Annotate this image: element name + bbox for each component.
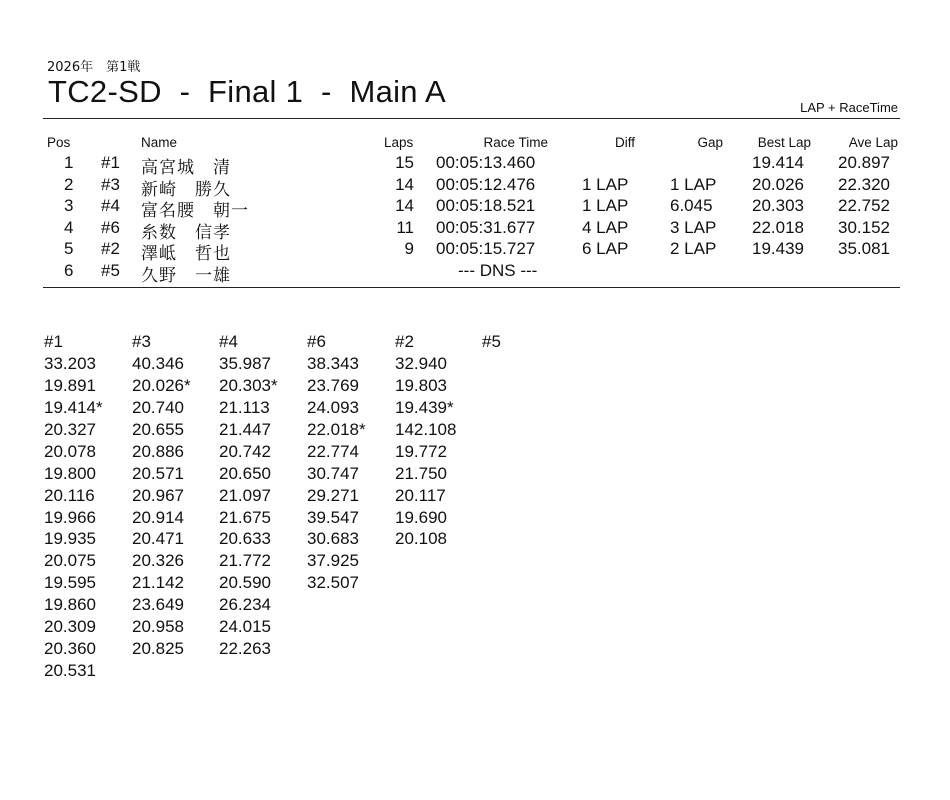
- lap-time-cell: 19.800: [44, 463, 96, 483]
- lap-time-cell: 20.026*: [132, 375, 191, 395]
- pos-cell: 1: [64, 153, 74, 172]
- car-number-cell: #5: [101, 260, 120, 280]
- pos-cell: 2: [64, 174, 74, 194]
- lap-time-cell: 142.108: [395, 419, 457, 439]
- best-lap-cell: 20.026: [752, 174, 804, 194]
- lap-time-cell: 19.891: [44, 375, 96, 395]
- lap-time-cell: 26.234: [219, 595, 271, 615]
- lap-time-cell: 19.690: [395, 507, 447, 527]
- lap-time-cell: 19.966: [44, 507, 96, 527]
- lap-time-cell: 23.649: [132, 595, 184, 615]
- lap-time-cell: 20.740: [132, 397, 184, 417]
- lap-time-cell: 19.439*: [395, 397, 454, 417]
- best-lap-cell: 20.303: [752, 196, 804, 215]
- lap-time-cell: 20.309: [44, 617, 96, 637]
- lap-time-cell: 20.590: [219, 573, 271, 593]
- lap-column: [482, 331, 568, 353]
- lap-time-cell: 20.742: [219, 441, 271, 461]
- lap-time-cell: 20.327: [44, 419, 96, 439]
- lap-column-header: #1: [44, 332, 63, 351]
- lap-time-cell: 20.958: [132, 617, 184, 637]
- lap-time-cell: 32.507: [307, 573, 359, 593]
- header-name: Name: [141, 135, 178, 150]
- car-number-cell: #6: [101, 217, 120, 237]
- race-time-cell: 00:05:31.677: [436, 217, 536, 237]
- lap-time-cell: 20.117: [395, 485, 446, 505]
- gap-cell: 6.045: [670, 196, 713, 215]
- lap-time-cell: 20.078: [44, 441, 96, 461]
- header-diff: Diff: [614, 135, 635, 150]
- lap-time-cell: 35.987: [219, 353, 271, 373]
- lap-column-header: #6: [307, 332, 326, 351]
- pos-cell: 6: [64, 260, 74, 280]
- lap-time-cell: 33.203: [44, 353, 96, 373]
- lap-time-cell: 20.075: [44, 551, 96, 571]
- laps-cell: 9: [404, 239, 414, 258]
- bottom-divider: [43, 287, 900, 288]
- lap-time-cell: 40.346: [132, 353, 184, 373]
- race-time-cell: 00:05:18.521: [436, 196, 536, 215]
- lap-time-cell: 21.675: [219, 507, 271, 527]
- result-row: [0, 196, 950, 221]
- lap-time-cell: 21.097: [219, 485, 271, 505]
- car-number-cell: #1: [101, 153, 120, 172]
- lap-column: [219, 331, 305, 660]
- lap-time-cell: 20.360: [44, 639, 96, 659]
- lap-time-cell: 20.914: [132, 507, 184, 527]
- lap-time-cell: 24.015: [219, 617, 271, 637]
- laps-cell: 15: [395, 153, 414, 172]
- lap-time-cell: 19.595: [44, 573, 96, 593]
- best-lap-cell: 19.439: [752, 239, 804, 258]
- lap-time-cell: 20.650: [219, 463, 271, 483]
- season-label: 2026年 第1戦: [47, 60, 141, 75]
- lap-time-cell: 20.655: [132, 419, 184, 439]
- lap-time-cell: 21.447: [219, 419, 271, 439]
- lap-time-cell: 20.303*: [219, 375, 278, 395]
- pos-cell: 5: [64, 239, 74, 258]
- driver-name-cell: 澤岻 哲也: [141, 244, 231, 264]
- lap-time-cell: 30.747: [307, 463, 359, 483]
- dns-status-cell: --- DNS ---: [458, 260, 538, 280]
- lap-time-cell: 19.772: [395, 441, 447, 461]
- result-row: [0, 260, 950, 286]
- race-time-cell: 00:05:12.476: [436, 174, 536, 194]
- header-best-lap: Best Lap: [757, 135, 811, 150]
- pos-cell: 4: [64, 217, 74, 237]
- lap-time-cell: 22.263: [219, 639, 271, 659]
- ave-lap-cell: 30.152: [838, 217, 890, 237]
- top-divider: [43, 118, 900, 119]
- header-race-time: Race Time: [483, 135, 548, 150]
- lap-column-header: #5: [482, 332, 501, 351]
- lap-time-cell: 24.093: [307, 397, 359, 417]
- lap-time-cell: 39.547: [307, 507, 359, 527]
- lap-time-cell: 20.531: [44, 661, 96, 681]
- lap-time-cell: 21.142: [132, 573, 184, 593]
- gap-cell: 1 LAP: [670, 174, 717, 194]
- page-title: TC2-SD - Final 1 - Main A: [48, 74, 447, 109]
- best-lap-cell: 19.414: [752, 153, 804, 172]
- ave-lap-cell: 22.320: [838, 174, 890, 194]
- diff-cell: 1 LAP: [582, 196, 629, 215]
- lap-time-cell: 22.774: [307, 441, 359, 461]
- best-lap-cell: 22.018: [752, 217, 804, 237]
- header-laps: Laps: [384, 135, 414, 150]
- results-table: [0, 133, 950, 286]
- result-row: [0, 217, 950, 243]
- lap-time-cell: 20.886: [132, 441, 184, 461]
- lap-column: [44, 331, 130, 682]
- lap-time-cell: 20.633: [219, 529, 271, 549]
- lap-column-header: #3: [132, 332, 151, 351]
- driver-name-cell: 糸数 信孝: [141, 222, 231, 243]
- lap-column: [132, 331, 218, 660]
- lap-time-cell: 32.940: [395, 353, 447, 373]
- lap-column-header: #4: [219, 332, 238, 351]
- lap-time-cell: 19.414*: [44, 397, 103, 417]
- result-row: [0, 239, 950, 264]
- race-time-cell: 00:05:13.460: [436, 153, 536, 172]
- lap-time-cell: 20.116: [44, 485, 95, 505]
- lap-time-cell: 20.571: [132, 463, 184, 483]
- lap-column: [395, 331, 481, 550]
- lap-time-cell: 20.825: [132, 639, 184, 659]
- result-row: [0, 174, 950, 200]
- lap-time-cell: 21.750: [395, 463, 447, 483]
- lap-time-cell: 23.769: [307, 375, 359, 395]
- lap-time-cell: 21.113: [219, 397, 270, 417]
- lap-time-cell: 20.108: [395, 529, 447, 549]
- lap-time-cell: 29.271: [307, 485, 359, 505]
- gap-cell: 3 LAP: [670, 217, 717, 237]
- diff-cell: 6 LAP: [582, 239, 629, 258]
- laps-cell: 14: [395, 174, 414, 194]
- lap-time-cell: 19.860: [44, 595, 96, 615]
- lap-column-header: #2: [395, 332, 414, 351]
- header-ave-lap: Ave Lap: [848, 135, 898, 150]
- diff-cell: 1 LAP: [582, 174, 629, 194]
- laps-cell: 11: [396, 217, 414, 237]
- lap-time-cell: 22.018*: [307, 419, 366, 439]
- driver-name-cell: 高宮城 清: [141, 158, 231, 178]
- driver-name-cell: 新崎 勝久: [141, 179, 231, 200]
- diff-cell: 4 LAP: [582, 217, 629, 237]
- race-time-cell: 00:05:15.727: [436, 239, 536, 258]
- lap-time-cell: 21.772: [219, 551, 271, 571]
- lap-time-cell: 20.326: [132, 551, 184, 571]
- lap-time-cell: 38.343: [307, 353, 359, 373]
- lap-time-cell: 30.683: [307, 529, 359, 549]
- lap-column: [307, 331, 393, 594]
- ave-lap-cell: 20.897: [838, 153, 890, 172]
- gap-cell: 2 LAP: [670, 239, 717, 258]
- report-type-label: LAP + RaceTime: [800, 100, 898, 115]
- pos-cell: 3: [64, 196, 74, 215]
- result-row: [0, 153, 950, 178]
- laps-cell: 14: [395, 196, 414, 215]
- header-pos: Pos: [47, 135, 71, 150]
- car-number-cell: #3: [101, 174, 120, 194]
- lap-time-cell: 20.471: [132, 529, 184, 549]
- driver-name-cell: 久野 一雄: [141, 265, 231, 286]
- ave-lap-cell: 22.752: [838, 196, 890, 215]
- results-header-row: [0, 133, 950, 153]
- car-number-cell: #2: [101, 239, 120, 258]
- car-number-cell: #4: [101, 196, 120, 215]
- lap-time-cell: 37.925: [307, 551, 359, 571]
- lap-time-cell: 19.935: [44, 529, 96, 549]
- lap-time-cell: 20.967: [132, 485, 184, 505]
- driver-name-cell: 富名腰 朝一: [141, 201, 249, 221]
- header-gap: Gap: [697, 135, 723, 150]
- ave-lap-cell: 35.081: [838, 239, 890, 258]
- lap-time-cell: 19.803: [395, 375, 447, 395]
